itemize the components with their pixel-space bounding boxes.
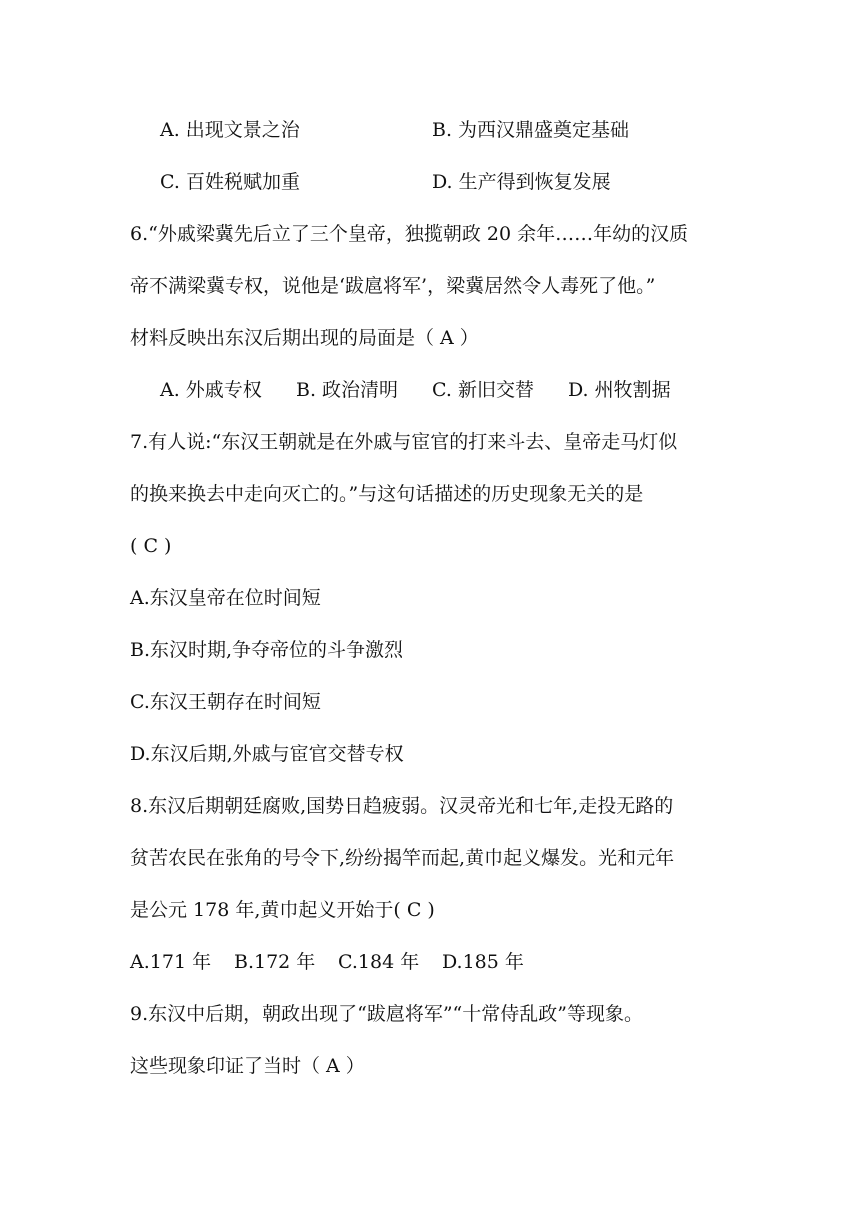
q8-stem-line-2: 贫苦农民在张角的号令下,纷纷揭竿而起,黄巾起义爆发。光和元年: [130, 847, 675, 869]
q5-option-c: C. 百姓税赋加重: [160, 171, 300, 193]
q6-stem-line-1: 6.“外戚梁冀先后立了三个皇帝，独揽朝政 20 余年……年幼的汉质: [130, 223, 689, 245]
q9-stem-line-1: 9.东汉中后期，朝政出现了“跋扈将军”“十常侍乱政”等现象。: [130, 1003, 643, 1025]
q6-option-b: B. 政治清明: [296, 379, 399, 401]
q8-option-b: B.172 年: [234, 951, 316, 973]
q6-option-d: D. 州牧割据: [568, 379, 671, 401]
q7-option-d: D.东汉后期,外戚与宦官交替专权: [130, 743, 404, 765]
q7-answer-line: ( C ): [130, 535, 172, 557]
q8-stem-line-3: 是公元 178 年,黄巾起义开始于( C ): [130, 899, 435, 921]
q8-options-row: [130, 947, 740, 977]
q7-option-b: B.东汉时期,争夺帝位的斗争激烈: [130, 639, 404, 661]
q9-stem-line-2: 这些现象印证了当时（ A ）: [130, 1055, 365, 1077]
q5-option-b: B. 为西汉鼎盛奠定基础: [432, 119, 630, 141]
q7-option-c: C.东汉王朝存在时间短: [130, 691, 321, 713]
q6-stem-line-3: 材料反映出东汉后期出现的局面是（ A ）: [130, 327, 479, 349]
q8-stem-line-1: 8.东汉后期朝廷腐败,国势日趋疲弱。汉灵帝光和七年,走投无路的: [130, 795, 674, 817]
q8-option-d: D.185 年: [442, 951, 524, 973]
q7-stem-line-1: 7.有人说:“东汉王朝就是在外戚与宦官的打来斗去、皇帝走马灯似: [130, 431, 678, 453]
q6-option-a: A. 外戚专权: [160, 379, 262, 401]
q6-options-row: [160, 375, 740, 405]
q7-stem-line-2: 的换来换去中走向灭亡的。”与这句话描述的历史现象无关的是: [130, 483, 644, 505]
q6-option-c: C. 新旧交替: [432, 379, 534, 401]
q7-option-a: A.东汉皇帝在位时间短: [130, 587, 321, 609]
q5-option-a: A. 出现文景之治: [160, 119, 300, 141]
q5-option-d: D. 生产得到恢复发展: [432, 171, 611, 193]
q5-options-row-2: [160, 167, 740, 197]
q8-option-c: C.184 年: [338, 951, 420, 973]
q8-option-a: A.171 年: [130, 951, 212, 973]
q5-options-row-1: [160, 115, 740, 145]
q6-stem-line-2: 帝不满梁冀专权，说他是‘跋扈将军’，梁冀居然令人毒死了他。”: [130, 275, 656, 297]
